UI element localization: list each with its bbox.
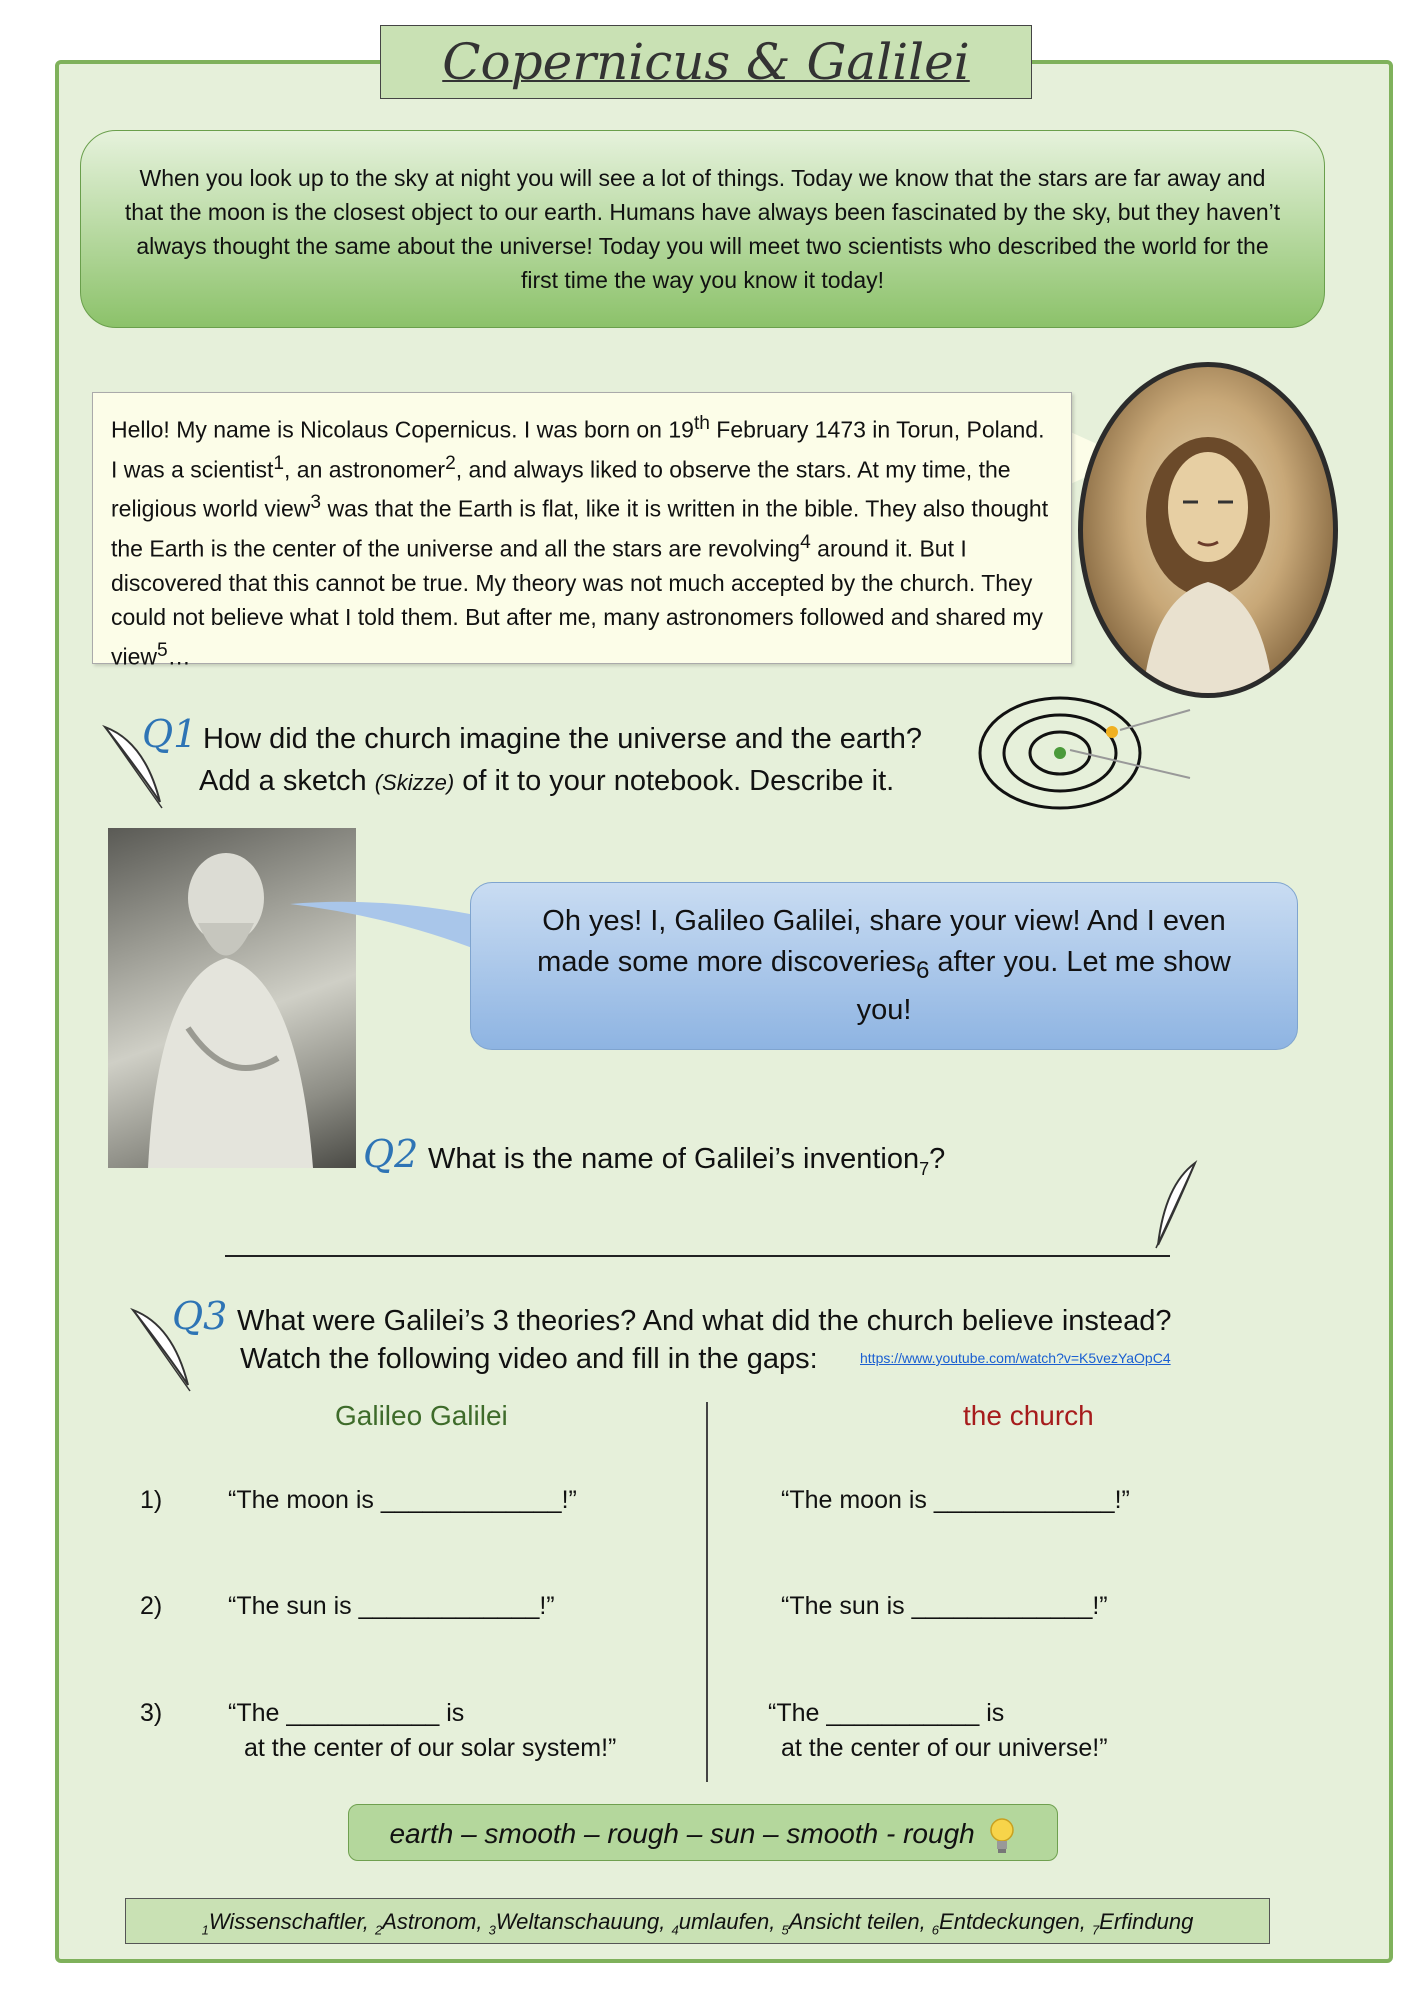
- q1-line2-text: Add a sketch: [199, 765, 375, 797]
- orbit-diagram: [975, 690, 1200, 815]
- q1-line1: How did the church imagine the universe and the earth?: [203, 723, 922, 755]
- galilei-speech-bubble: [470, 882, 1298, 1050]
- copernicus-text: around it. But I discovered that this cannot be true. My theory was not much accepted by the church. They could not believe what I told them. But after me, many astronomers followed and shared my view: [111, 535, 1043, 670]
- footnote-6: 6: [915, 956, 930, 984]
- copernicus-text: February 1473 in Torun, Poland. I was a scientist: [111, 416, 1045, 483]
- copernicus-text: Hello! My name is Nicolaus Copernicus. I was born on 19: [111, 416, 694, 443]
- glossary-number: 5: [781, 1922, 789, 1938]
- row-1-number: 1): [140, 1486, 163, 1514]
- glossary-word: Entdeckungen,: [939, 1909, 1092, 1934]
- q1-label: Q1: [142, 712, 198, 756]
- q3-line2: Watch the following video and fill in the gaps:: [240, 1343, 818, 1375]
- galilei-column-heading: Galileo Galilei: [335, 1400, 508, 1431]
- video-link[interactable]: https://www.youtube.com/watch?v=K5vezYaOpC4: [860, 1350, 1171, 1366]
- glossary-word: umlaufen,: [678, 1909, 782, 1934]
- copernicus-portrait: [1078, 362, 1338, 698]
- row-2-galilei[interactable]: “The sun is _____________!”: [228, 1592, 555, 1620]
- q2-question: What is the name of Galilei’s invention: [428, 1143, 920, 1175]
- row-3-number: 3): [140, 1699, 163, 1727]
- row-3-church-a[interactable]: “The ___________ is: [768, 1699, 1005, 1727]
- glossary-word: Astronom,: [382, 1909, 489, 1934]
- copernicus-text: , and always liked to observe the stars. At my time, the religious world view: [111, 456, 1011, 522]
- galilei-text: [511, 901, 1257, 1032]
- q1-line2: [199, 760, 894, 804]
- glossary-word: Erfindung: [1099, 1909, 1194, 1934]
- glossary-number: 4: [671, 1922, 679, 1938]
- galilei-text-a: Oh yes! I, Galileo Galilei, share your view! And I even made some more discoveries: [537, 904, 1226, 978]
- row-3-church-b: at the center of our universe!”: [781, 1734, 1108, 1762]
- church-column-heading: the church: [963, 1400, 1094, 1431]
- word-bank: [348, 1804, 1058, 1861]
- page-title: Copernicus & Galilei: [442, 33, 970, 91]
- lightbulb-icon: [987, 1816, 1017, 1856]
- row-3-galilei-a[interactable]: “The ___________ is: [228, 1699, 465, 1727]
- footnote-3: 3: [310, 492, 322, 514]
- footnote-7: 7: [919, 1158, 930, 1179]
- row-1-galilei[interactable]: “The moon is _____________!”: [228, 1486, 577, 1514]
- portrait-drawing: [1083, 367, 1333, 693]
- q2-question-mark: ?: [929, 1143, 946, 1175]
- galilei-bubble-tail: [290, 896, 480, 956]
- q1-skizze: (Skizze): [374, 770, 455, 795]
- footnote-1: 1: [273, 452, 284, 474]
- glossary-number: 1: [201, 1922, 209, 1938]
- glossary-number: 7: [1091, 1922, 1100, 1938]
- copernicus-text: was that the Earth is flat, like it is written in the bible. They also thought the Earth is the center of the universe and all the stars are revolving: [111, 495, 1049, 562]
- glossary-word: Ansicht teilen,: [788, 1909, 932, 1934]
- row-2-number: 2): [140, 1592, 163, 1620]
- title-box: [380, 25, 1032, 99]
- glossary-number: 6: [931, 1922, 940, 1938]
- q1-line2-text: of it to your notebook. Describe it.: [454, 765, 895, 797]
- copernicus-text: , an astronomer: [284, 456, 446, 483]
- footnote-2: 2: [445, 452, 456, 474]
- glossary-word: Wissenschaftler,: [208, 1909, 375, 1934]
- q2-text: [428, 1138, 945, 1190]
- glossary-number: 2: [374, 1922, 383, 1938]
- footnote-5: 5: [157, 639, 168, 661]
- copernicus-speech-bubble: [92, 392, 1072, 670]
- row-2-church[interactable]: “The sun is _____________!”: [781, 1592, 1108, 1620]
- row-1-church[interactable]: “The moon is _____________!”: [781, 1486, 1130, 1514]
- q3-label: Q3: [172, 1294, 228, 1338]
- word-bank-text: earth – smooth – rough – sun – smooth - rough: [389, 1818, 975, 1849]
- copernicus-text: …: [167, 643, 191, 670]
- q2-answer-line[interactable]: [225, 1255, 1170, 1257]
- column-divider: [706, 1402, 708, 1782]
- row-3-galilei-b: at the center of our solar system!”: [244, 1734, 617, 1762]
- glossary-word: Weltanschauung,: [495, 1909, 672, 1934]
- statue-drawing: [108, 828, 356, 1168]
- glossary-number: 3: [488, 1922, 496, 1938]
- q3-line1: What were Galilei’s 3 theories? And what did the church believe instead?: [237, 1305, 1172, 1337]
- galilei-statue-photo: [108, 828, 356, 1168]
- galilei-text-b: after you. Let me show you!: [856, 945, 1231, 1027]
- intro-box: [80, 130, 1325, 328]
- footnote-4: 4: [800, 531, 811, 553]
- glossary: [125, 1898, 1270, 1944]
- intro-text: When you look up to the sky at night you will see a lot of things. Today we know that the stars are far away and that the moon is the closest object to our earth. Humans have always been fascinated by the sky, but they haven’t always thought the same about the universe! Today you will meet two scientists who described the world for the first time the way you know it today!: [124, 165, 1281, 293]
- superscript: th: [693, 413, 710, 434]
- quill-icon: [1150, 1160, 1200, 1250]
- q2-label: Q2: [363, 1132, 419, 1176]
